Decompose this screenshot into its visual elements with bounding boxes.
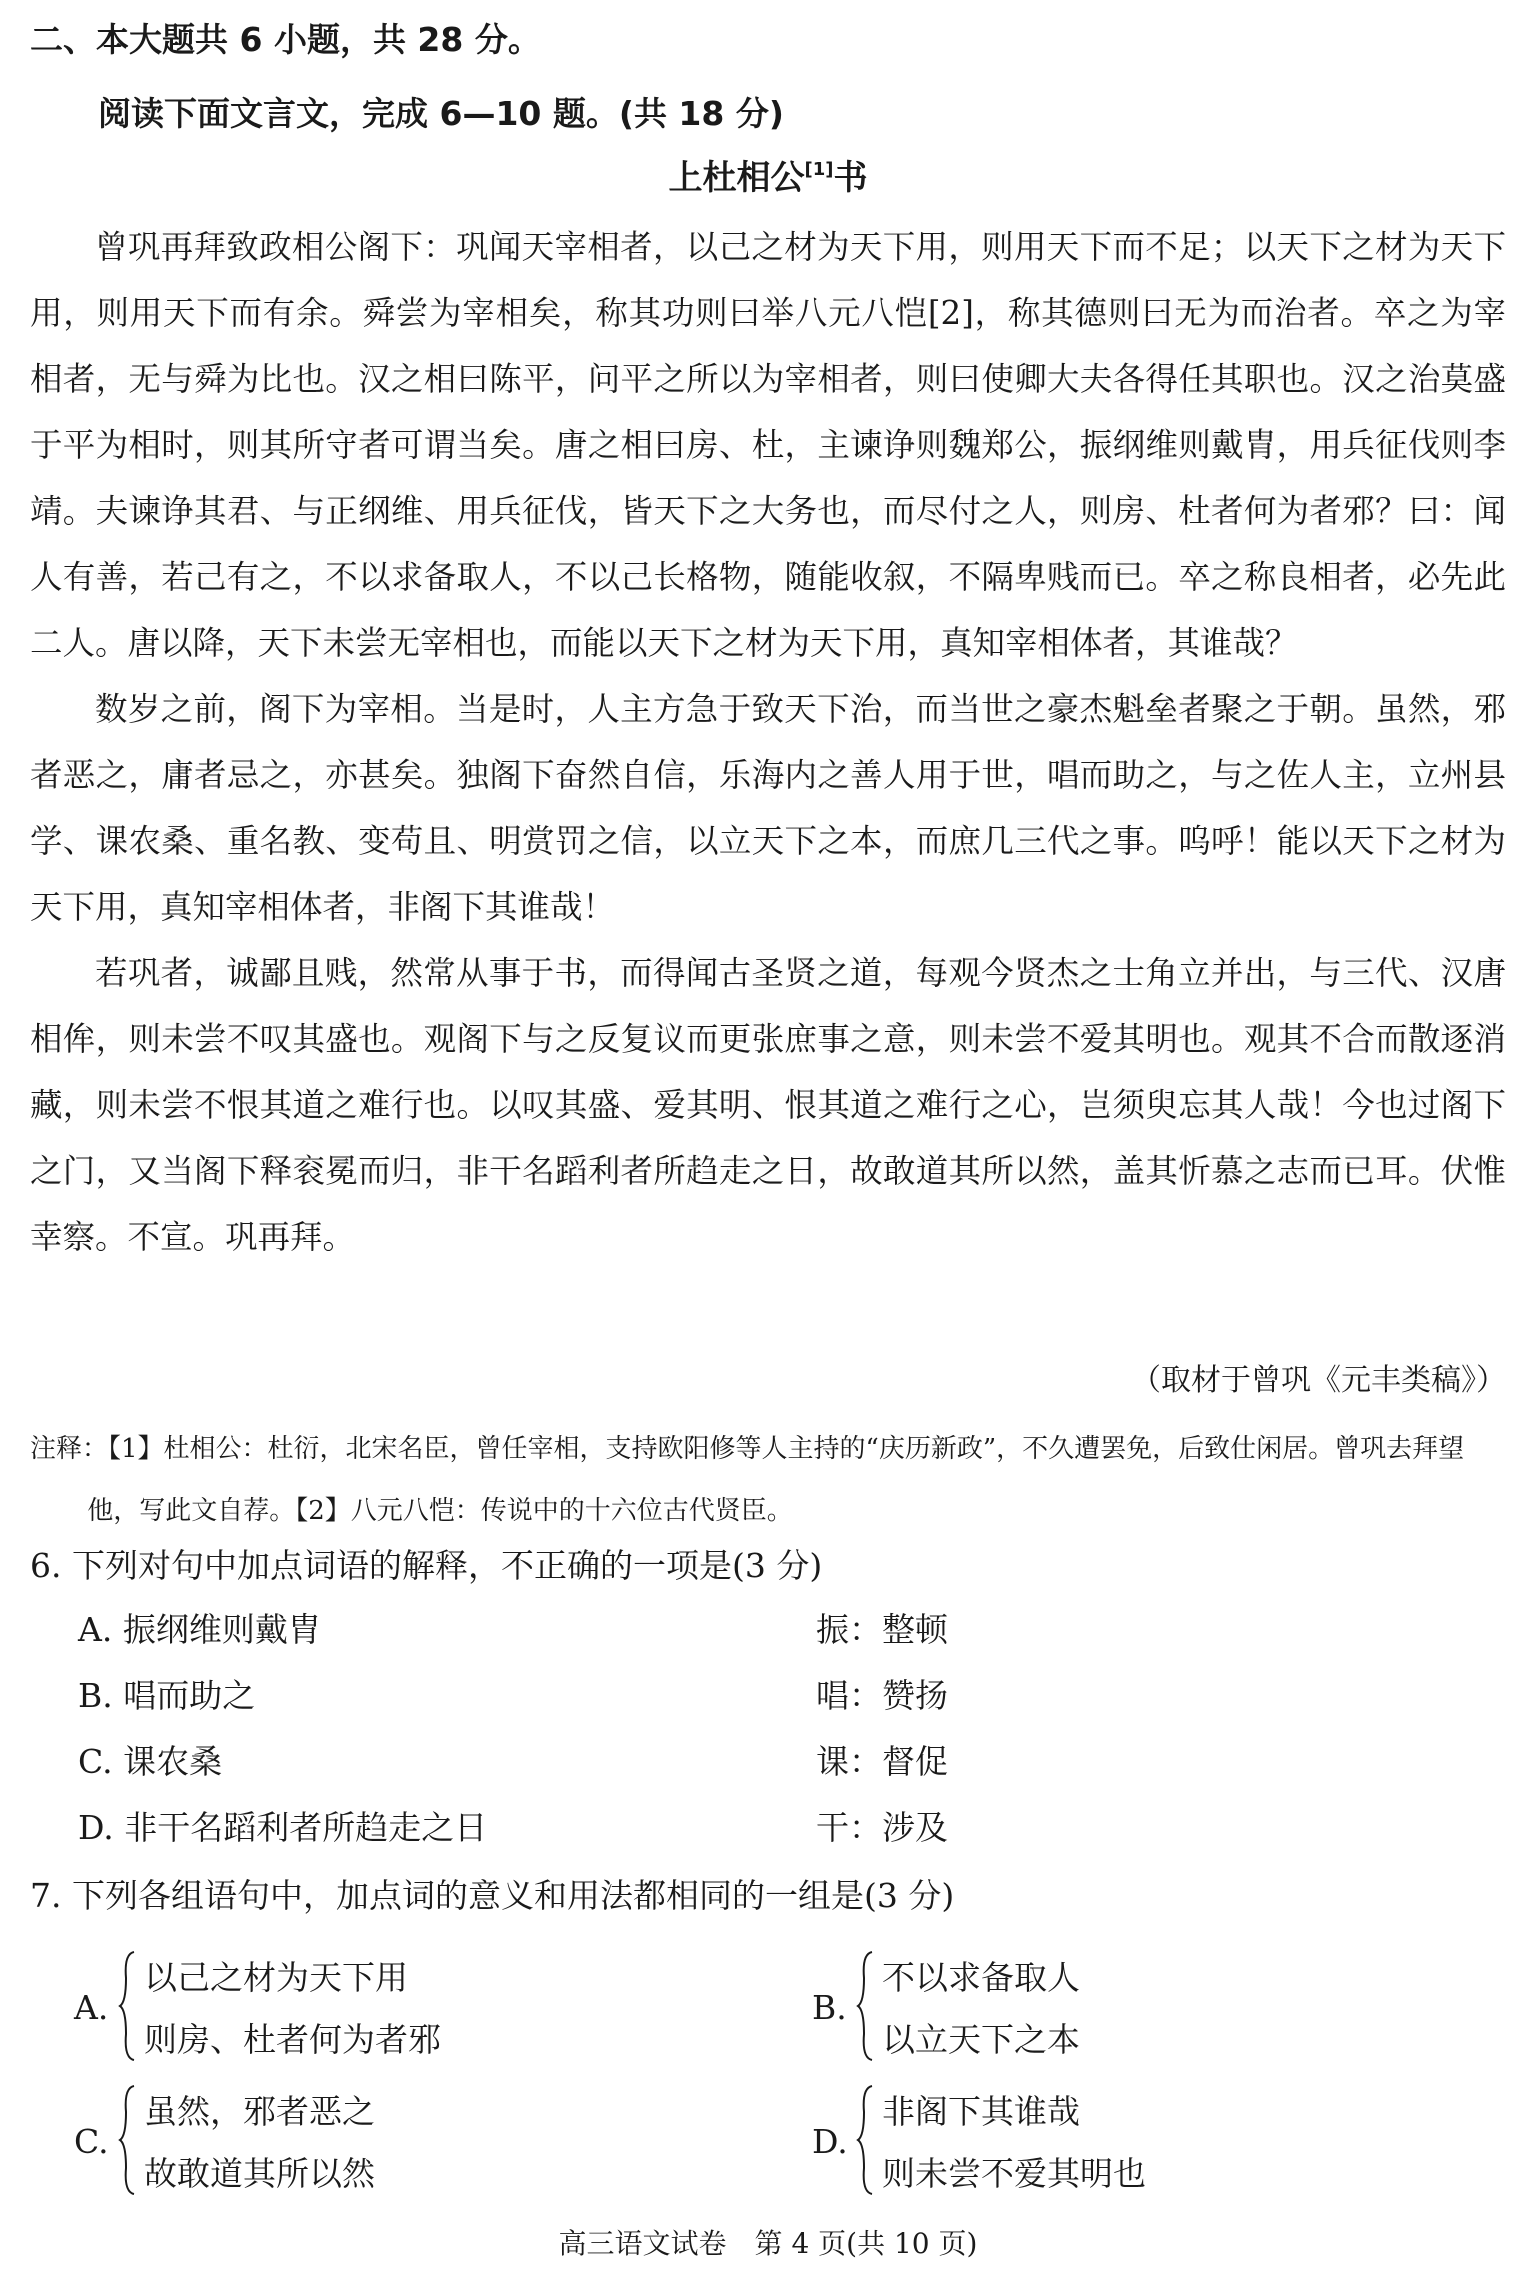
passage-paragraph-2: 数岁之前，阁下为宰相。当是时，人主方急于致天下治，而当世之豪杰魁垒者聚之于朝。虽然，邪者恶之，庸者忌之，亦甚矣。独阁下奋然自信，乐海内之善人用于世，唱而助之，与之佐人主，立州县学、课农桑、重名教、变苟且、明赏罚之信，以立天下之本，而庶几三代之事。呜呼！能以天下之材为天下用，真知宰相体者，非阁下其谁哉！ — [30, 690, 1506, 926]
question-6-stem: 6. 下列对句中加点词语的解释，不正确的一项是(3 分) — [30, 1546, 823, 1585]
article-title-end: 书 — [833, 158, 868, 198]
passage-paragraph-3: 若巩者，诚鄙且贱，然常从事于书，而得闻古圣贤之道，每观今贤杰之士角立并出，与三代、汉唐相侔，则未尝不叹其盛也。观阁下与之反复议而更张庶事之意，则未尝不爱其明也。观其不合而散逐消藏，则未尝不恨其道之难行也。以叹其盛、爱其明、恨其道之难行之心，岂须臾忘其人哉！今也过阁下之门，又当阁下释衮冕而归，非干名蹈利者所趋走之日，故敢道其所以然，盖其忻慕之志而已耳。伏惟幸察。不宣。巩再拜。 — [30, 954, 1506, 1256]
brace-icon — [856, 2084, 874, 2196]
q7-option-b-line1: 不以求备取人 — [882, 1958, 1080, 1997]
q7-option-c-letter: C. — [74, 2122, 109, 2161]
q7-option-a-letter: A. — [74, 1988, 109, 2027]
question-7-stem: 7. 下列各组语句中，加点词的意义和用法都相同的一组是(3 分) — [30, 1876, 955, 1915]
q7-option-d-line2: 则未尝不爱其明也 — [882, 2154, 1146, 2193]
q6-option-b-explanation: 唱：赞扬 — [816, 1676, 948, 1715]
section-title: 二、本大题共 6 小题，共 28 分。 — [30, 20, 541, 59]
q6-option-d-explanation: 干：涉及 — [816, 1808, 948, 1847]
passage-paragraph-1: 曾巩再拜致政相公阁下：巩闻天宰相者，以己之材为天下用，则用天下而不足；以天下之材为天下用，则用天下而有余。舜尝为宰相矣，称其功则曰举八元八恺[2]，称其德则曰无为而治者。卒之为宰相者，无与舜为比也。汉之相曰陈平，问平之所以为宰相者，则曰使卿大夫各得任其职也。汉之治莫盛于平为相时，则其所守者可谓当矣。唐之相曰房、杜，主谏诤则魏郑公，振纲维则戴胄，用兵征伐则李靖。夫谏诤其君、与正纲维、用兵征伐，皆天下之大务也，而尽付之人，则房、杜者何为者邪？曰：闻人有善，若己有之，不以求备取人，不以己长格物，随能收叙，不隔卑贱而已。卒之称良相者，必先此二人。唐以降，天下未尝无宰相也，而能以天下之材为天下用，真知宰相体者，其谁哉？ — [30, 228, 1506, 662]
passage-source: （取材于曾巩《元丰类稿》） — [1131, 1363, 1506, 1398]
article-title — [30, 150, 1506, 199]
q6-option-c-sentence: C. 课农桑 — [78, 1742, 223, 1781]
q6-option-a-explanation: 振：整顿 — [816, 1610, 948, 1649]
brace-icon — [118, 1950, 136, 2062]
q6-option-b-sentence: B. 唱而助之 — [78, 1676, 256, 1715]
q7-option-a-line2: 则房、杜者何为者邪 — [144, 2020, 441, 2059]
page-footer: 高三语文试卷 第 4 页(共 10 页) — [558, 2227, 978, 2260]
q7-option-d-line1: 非阁下其谁哉 — [882, 2092, 1080, 2131]
article-title-text: 上杜相公 — [668, 158, 805, 198]
q6-option-a-sentence: A. 振纲维则戴胄 — [78, 1610, 321, 1649]
q7-option-d-letter: D. — [812, 2122, 848, 2161]
annotation-text: 注释：【1】杜相公：杜衍，北宋名臣，曾任宰相，支持欧阳修等人主持的“庆历新政”，不久遭罢免，后致仕闲居。曾巩去拜望他，写此文自荐。【2】八元八恺：传说中的十六位古代贤臣。 — [30, 1434, 1465, 1526]
q7-option-c-line2: 故敢道其所以然 — [144, 2154, 375, 2193]
question-6 — [30, 1540, 1506, 1587]
brace-icon — [118, 2084, 136, 2196]
brace-icon — [856, 1950, 874, 2062]
reading-instruction: 阅读下面文言文，完成 6—10 题。(共 18 分) — [98, 94, 784, 133]
q6-option-c-explanation: 课：督促 — [816, 1742, 948, 1781]
q7-option-b-letter: B. — [812, 1988, 847, 2027]
q7-option-b-line2: 以立天下之本 — [882, 2020, 1080, 2059]
classical-passage — [30, 214, 1506, 1270]
title-note-marker: [1] — [804, 159, 834, 180]
q7-option-c-line1: 虽然，邪者恶之 — [144, 2092, 375, 2131]
q7-option-a-line1: 以己之材为天下用 — [144, 1958, 408, 1997]
q6-option-d-sentence: D. 非干名蹈利者所趋走之日 — [78, 1808, 488, 1847]
annotations — [30, 1418, 1506, 1542]
question-7 — [30, 1870, 1506, 1917]
